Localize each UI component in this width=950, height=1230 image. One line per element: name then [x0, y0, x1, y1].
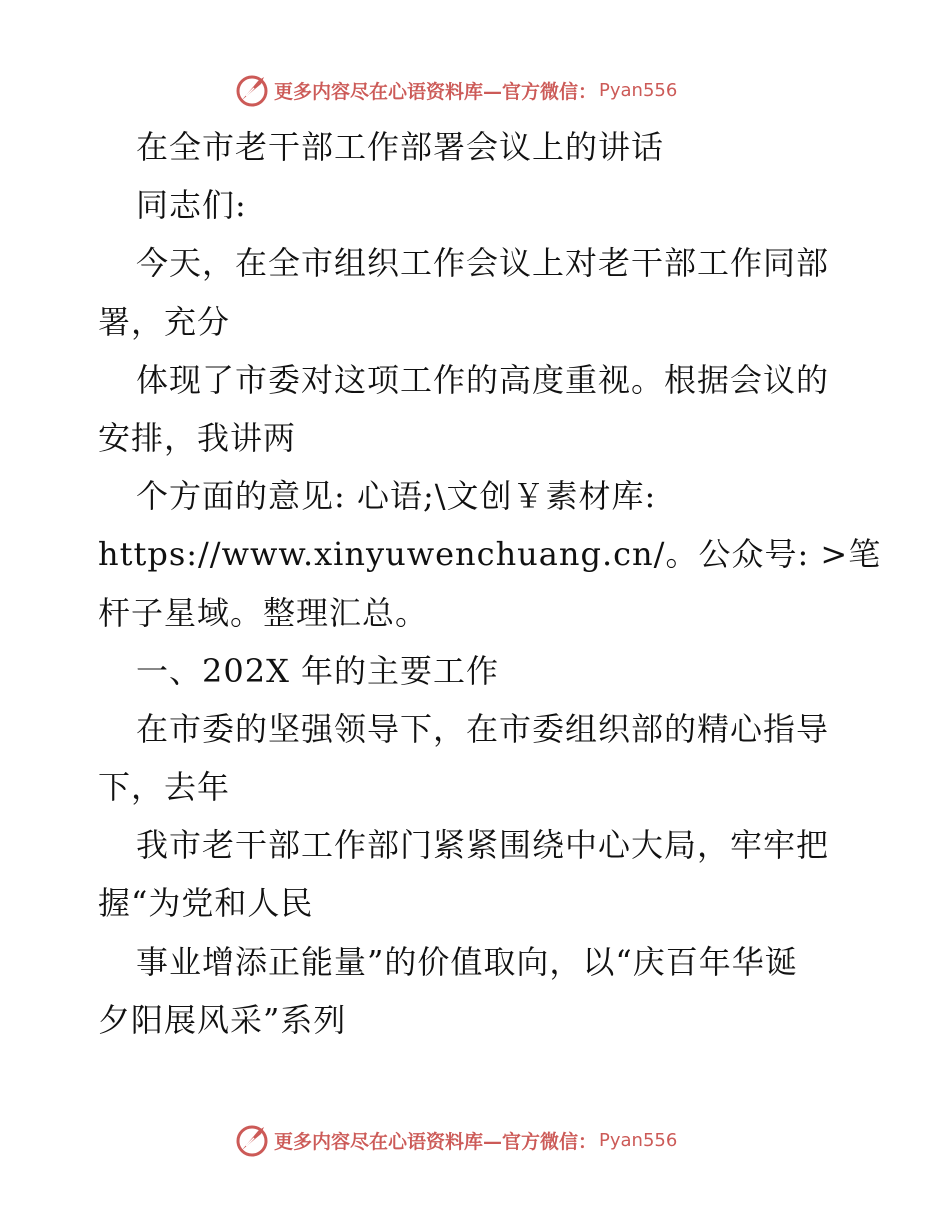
banner-slogan: 更多内容尽在心语资料库—官方微信：	[274, 1130, 598, 1153]
text-line: 个方面的意见: 心语;\文创￥素材库:	[136, 477, 657, 516]
text-line: 夕阳展风采”系列	[98, 1000, 347, 1039]
footer-banner	[234, 1120, 677, 1160]
document-body	[98, 118, 882, 1049]
header-banner	[234, 70, 677, 110]
text-line: 我市老干部工作部门紧紧围绕中心大局，牢牢把	[136, 826, 830, 865]
text-line: 事业增添正能量”的价值取向，以“庆百年华诞	[136, 942, 798, 981]
text-line: 同志们:	[136, 186, 247, 225]
text-line: 下，去年	[98, 768, 231, 807]
text-line: 署，充分	[98, 302, 231, 341]
text-line: 杆子星域。整理汇总。	[98, 593, 429, 632]
banner-contact: Pyan556	[599, 79, 678, 101]
text-line: 一、202X 年的主要工作	[136, 651, 500, 690]
text-line: https://www.xinyuwenchuang.cn/。公众号: >笔	[98, 535, 882, 574]
text-line: 体现了市委对这项工作的高度重视。根据会议的	[136, 360, 830, 399]
text-line: 安排，我讲两	[98, 418, 297, 457]
text-line: 在全市老干部工作部署会议上的讲话	[136, 128, 665, 166]
banner-slogan: 更多内容尽在心语资料库—官方微信：	[274, 80, 598, 103]
text-line: 在市委的坚强领导下，在市委组织部的精心指导	[136, 709, 830, 748]
quill-logo-icon	[234, 1122, 270, 1158]
quill-logo-icon	[234, 72, 270, 108]
text-line: 握“为党和人民	[98, 884, 314, 923]
banner-contact: Pyan556	[599, 1129, 678, 1151]
text-line: 今天，在全市组织工作会议上对老干部工作同部	[136, 244, 830, 283]
